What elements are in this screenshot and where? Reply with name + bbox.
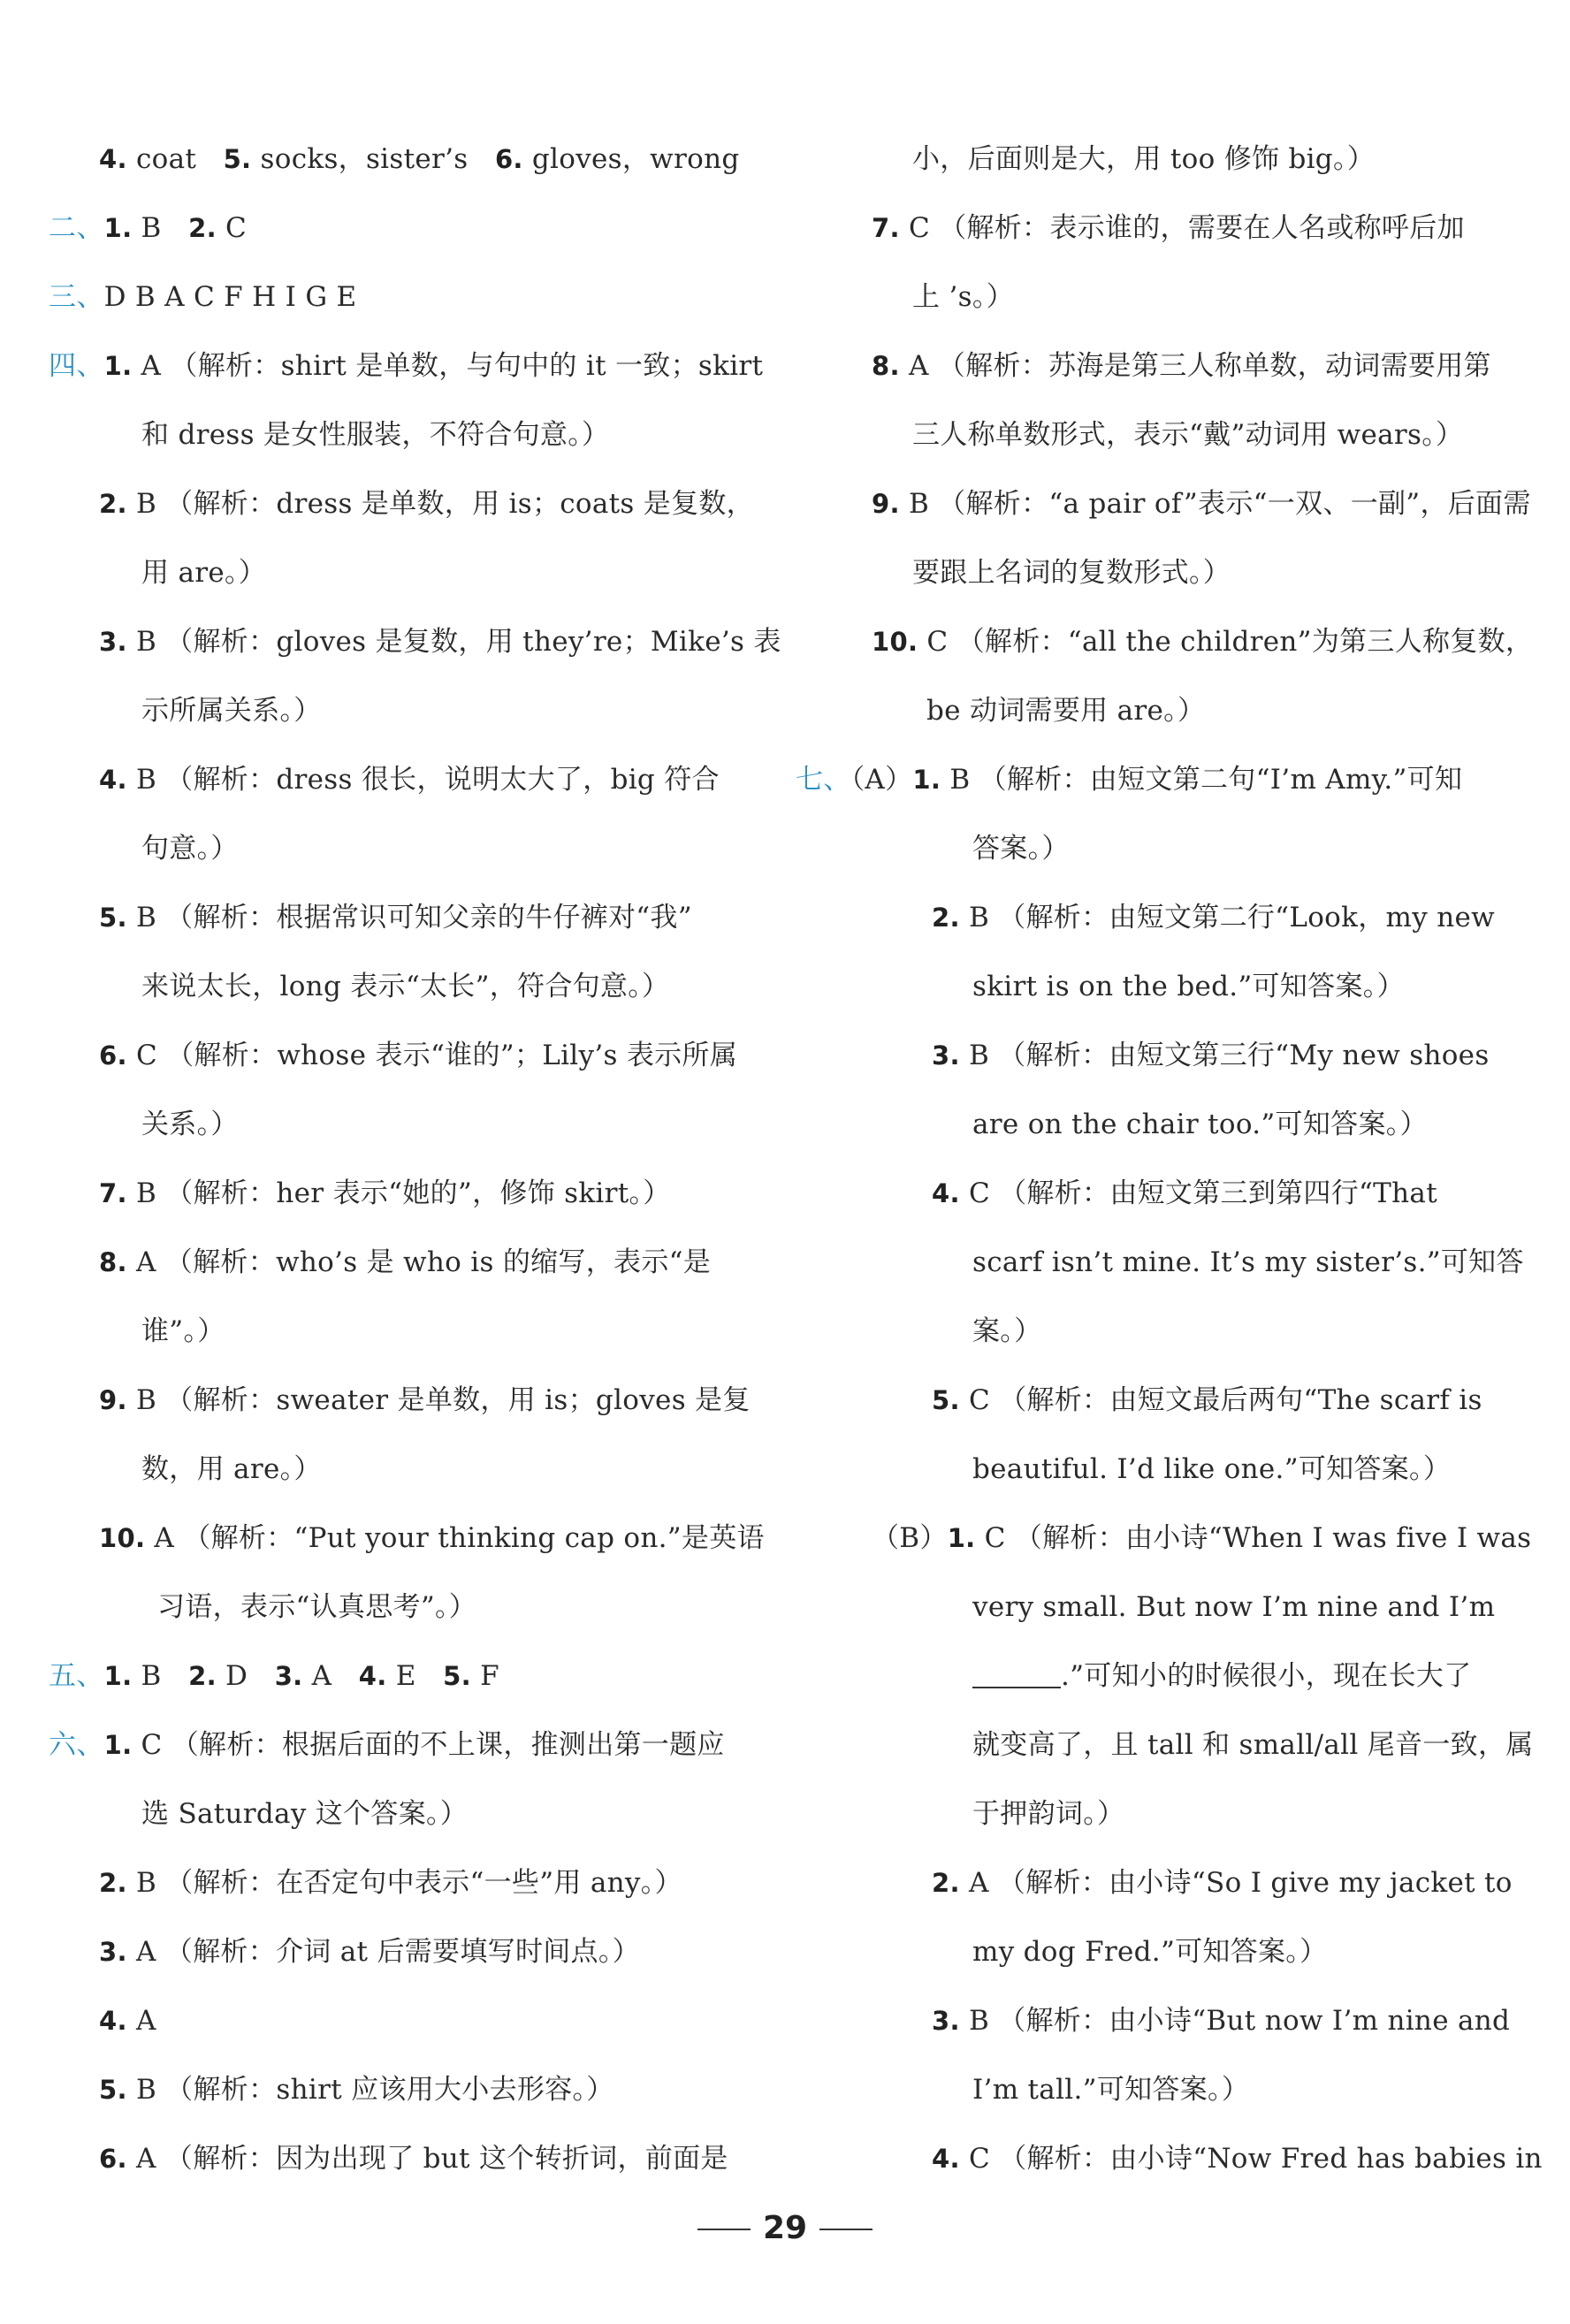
text-line: 选 Saturday 这个答案。） [141,1798,469,1830]
text-line: 10. A （解析：“Put your thinking cap on.”是英语 [99,1522,765,1554]
page-footer [0,2210,1570,2246]
text-line: are on the chair too.”可知答案。） [972,1109,1428,1140]
text-line: 7. B （解析：her 表示“她的”，修饰 skirt。） [99,1177,671,1209]
text-line: 于押韵词。） [972,1798,1125,1830]
text-line: 七、（A）1. B （解析：由短文第二句“I’m Amy.”可知 [796,764,1463,796]
text-line: 4. C （解析：由短文第三到第四行“That [932,1177,1437,1209]
text-line: 三、D B A C F H I G E [49,281,357,313]
text-line: 4. coat 5. socks，sister’s 6. gloves，wrong [99,143,740,175]
text-line: 6. A （解析：因为出现了 but 这个转折词，前面是 [99,2143,728,2175]
text-line: 和 dress 是女性服装，不符合句意。） [141,419,610,451]
footer-dash-right [819,2229,873,2230]
text-line: I’m tall.”可知答案。） [972,2074,1250,2106]
text-line: 2. B （解析：由短文第二行“Look，my new [932,902,1495,933]
text-line: scarf isn’t mine. It’s my sister’s.”可知答 [972,1246,1524,1278]
text-line: 案。） [972,1315,1042,1347]
text-line: 8. A （解析：苏海是第三人称单数，动词需要用第 [872,350,1491,382]
text-line: very small. But now I’m nine and I’m [972,1591,1496,1623]
text-line: 10. C （解析：“all the children”为第三人称复数， [872,626,1534,658]
text-line: 2. A （解析：由小诗“So I give my jacket to [932,1867,1513,1899]
text-line: 3. B （解析：gloves 是复数，用 they’re；Mike’s 表 [99,626,781,658]
text-line: 示所属关系。） [141,695,322,727]
text-line: 5. B （解析：根据常识可知父亲的牛仔裤对“我” [99,902,692,933]
text-line: 4. C （解析：由小诗“Now Fred has babies in [932,2143,1543,2175]
text-line: 关系。） [141,1109,239,1140]
text-line: 来说太长，long 表示“太长”，符合句意。） [141,971,670,1002]
text-line: my dog Fred.”可知答案。） [972,1936,1328,1968]
text-line: 二、1. B 2. C [49,212,248,244]
text-line: 数，用 are。） [141,1453,322,1485]
text-line: be 动词需要用 are。） [926,695,1206,727]
text-line: 答案。） [972,833,1070,865]
text-line: 5. B （解析：shirt 应该用大小去形容。） [99,2074,614,2106]
text-line: 六、1. C （解析：根据后面的不上课，推测出第一题应 [49,1729,725,1761]
text-line: 要跟上名词的复数形式。） [912,557,1231,589]
text-line: 9. B （解析：“a pair of”表示“一双、一副”，后面需 [872,488,1531,520]
text-line: 3. A （解析：介词 at 后需要填写时间点。） [99,1936,640,1968]
text-line: 5. C （解析：由短文最后两句“The scarf is [932,1384,1482,1416]
text-line: 9. B （解析：sweater 是单数，用 is；gloves 是复 [99,1384,751,1416]
text-line: 4. A [99,2005,156,2037]
text-line: 习语，表示“认真思考”。） [157,1591,477,1623]
text-line: 谁”。） [141,1315,225,1347]
footer-dash-left [697,2229,751,2230]
text-line: 小，后面则是大，用 too 修饰 big。） [912,143,1376,175]
text-line: （B）1. C （解析：由小诗“When I was five I was [872,1522,1532,1554]
text-line: 用 are。） [141,557,267,589]
text-line: 3. B （解析：由短文第三行“My new shoes [932,1040,1490,1071]
text-line: 五、1. B 2. D 3. A 4. E 5. F [49,1660,499,1692]
text-line: 就变高了，且 tall 和 small/all 尾音一致，属 [972,1729,1534,1761]
text-line: 三人称单数形式，表示“戴”动词用 wears。） [912,419,1464,451]
text-line: 4. B （解析：dress 很长，说明太大了，big 符合 [99,764,720,796]
text-line: .”可知小的时候很小，现在长大了 [972,1657,1472,1695]
text-line: 四、1. A （解析：shirt 是单数，与句中的 it 一致；skirt [49,350,764,382]
text-line: 7. C （解析：表示谁的，需要在人名或称呼后加 [872,212,1465,244]
text-line: 8. A （解析：who’s 是 who is 的缩写，表示“是 [99,1246,712,1278]
text-line: beautiful. I’d like one.”可知答案。） [972,1453,1452,1485]
text-line: 上 ’s。） [912,281,1014,313]
text-line: skirt is on the bed.”可知答案。） [972,971,1405,1002]
text-line: 3. B （解析：由小诗“But now I’m nine and [932,2005,1511,2037]
text-line: 6. C （解析：whose 表示“谁的”；Lily’s 表示所属 [99,1040,738,1071]
text-line: 2. B （解析：dress 是单数，用 is；coats 是复数， [99,488,754,520]
text-line: 句意。） [141,833,239,865]
text-line: 2. B （解析：在否定句中表示“一些”用 any。） [99,1867,682,1899]
page-number: 29 [762,2210,808,2246]
